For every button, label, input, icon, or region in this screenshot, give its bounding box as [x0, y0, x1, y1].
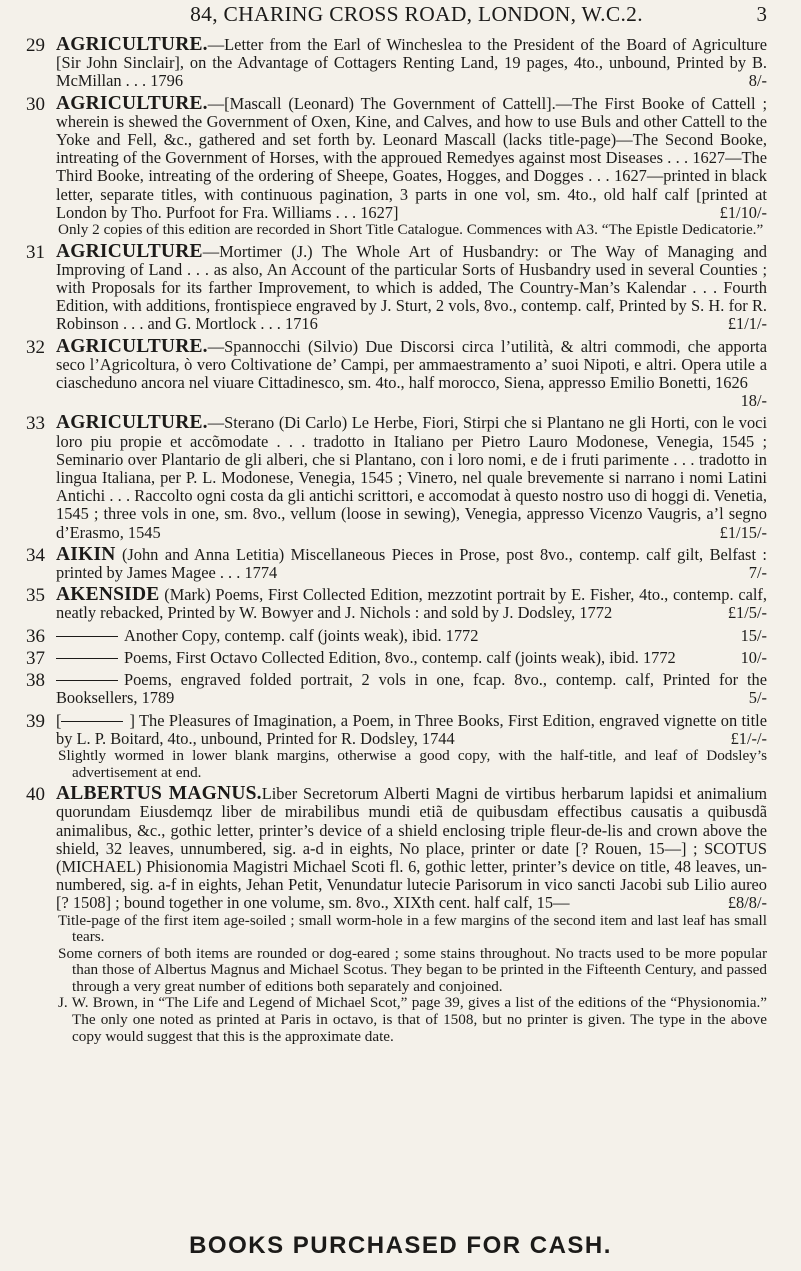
entry-note: Some corners of both items are rounded or dog-eared ; some stains throughout. No tracts used to be more popular than those of Albertus Magnus and Michael Scotus. They began to be printed in the Fifteenth Century, and passed through a very great number of editions both separately and conjoined. — [58, 944, 767, 995]
entry-description: Liber Secretorum Alberti Magni de virtibus herbarum lapidsi et animalium quorundam Eiusdemqz liber de mirabilibus mundi etiã de quibusdam effectibus causatis a quibusdã animalibus, &c., gothic letter, printer’s device of a shield enclosing triple fleur-de-lis and crown above the shield, 32 leaves, unnumbered, sig. a-d in eights, No place, printer or date [? Rouen, 15—] ; SCOTUS (MICHAEL) Phisionomia Magistri Michael Scoti fl. 6, gothic letter, printer’s device on title, 48 leaves, un-numbered, sig. a-f in eights, Jehan Petit, Venundatur lutecie Parisorum in vico sancti Jacobi sub Lilio aureo [? 1508] ; bound together in one volume, sm. 8vo., XIXth cent. half calf, 15— — [56, 784, 767, 913]
entry-description: Poems, engraved folded portrait, 2 vols in one, fcap. 8vo., contemp. calf, Printed for the Booksellers, 1789 — [56, 670, 767, 708]
ditto-rule — [56, 680, 118, 681]
entry-body — [56, 335, 767, 411]
entry-number: 40 — [26, 784, 45, 806]
entry-description: —[Mascall (Leonard) The Government of Cattell].—The First Booke of Cattell ; wherein is shewed the Government of Oxen, Kine, and Calves, and how to use Buls and other Cattell to the Yoke and Fell, &c., gathered and set forth by. Leonard Mascall (lacks title-page)—The Second Booke, intreating of the Government of Horses, with the approued Remedyes against most Diseases . . . 1627—The Third Booke, intreating of the ordering of Sheepe, Goates, Hogges, and Dogges . . . 1627—printed in black letter, separate titles, with continuous pagination, 3 parts in one vol, sm. 4to., old half calf [printed at London by Tho. Purfoot for Fra. Williams . . . 1627] — [56, 93, 767, 222]
entry-heading: AGRICULTURE. — [56, 34, 208, 55]
entry-price: 10/- — [740, 647, 767, 667]
footer-notice: BOOKS PURCHASED FOR CASH. — [189, 1232, 612, 1259]
entry-price: £8/8/- — [727, 893, 767, 913]
entry-price: 18/- — [740, 391, 767, 411]
catalogue-entry — [26, 414, 767, 541]
entry-heading: AGRICULTURE — [56, 240, 203, 262]
entry-number: 39 — [26, 710, 45, 732]
running-head — [26, 2, 767, 36]
catalogue-entry — [26, 586, 767, 622]
entry-body — [56, 543, 767, 583]
entry-heading: [ — [56, 710, 62, 730]
catalogue-entry — [26, 785, 767, 1045]
entry-number: 37 — [26, 647, 45, 669]
entry-body — [56, 240, 767, 334]
entry-body — [56, 649, 767, 667]
entry-body — [56, 627, 767, 645]
entry-body — [56, 414, 767, 541]
catalogue-entries — [26, 36, 767, 1045]
entry-heading: AIKIN — [56, 543, 116, 565]
entry-number: 38 — [26, 670, 45, 692]
entry-heading: AGRICULTURE. — [56, 412, 208, 434]
entry-note: Only 2 copies of this edition are recorded in Short Title Catalogue. Commences with A3. “The Epistle Dedicatorie.” — [58, 221, 764, 239]
entry-price: £1/10/- — [719, 202, 767, 222]
entry-price: £1/5/- — [727, 603, 767, 623]
entry-body — [56, 92, 767, 222]
entry-description: —Sterano (Di Carlo) Le Herbe, Fiori, Stirpi che si Plantano ne gli Horti, con le voci loro piu propie et accõmodate . . . tradotto in Italiano per Pietro Lauro Modonese, Venegia, 1545 ; Seminario over Plantario de gli alberi, che si Plantano, con i loro nomi, e de i fruti parimente . . . tradotto in lingua Italiana, per P. L. Modonese, Venegia, 1545 ; Vinето, nel quale brevemente si narrano i nomi Latini Antichi . . . Raccolto ogni costa da gli antichi scrittori, e accomodat à questo nostro uso di hoggi di. Venetia, 1545 ; three vols in one, sm. 8vo., vellum (loose in sewing), Venegia, appresso Vicenzo Vaugris, a’l segno d’Erasmo, 1545 — [56, 413, 767, 542]
entry-number: 35 — [26, 585, 45, 607]
catalogue-entry — [26, 712, 767, 782]
catalogue-entry — [26, 627, 767, 645]
catalogue-entry — [26, 543, 767, 583]
entry-price: £1/-/- — [730, 728, 767, 748]
entry-price: 15/- — [740, 625, 767, 645]
entry-body — [56, 36, 767, 91]
entry-number: 34 — [26, 544, 45, 566]
entry-heading: AGRICULTURE. — [56, 335, 208, 357]
entry-heading: AKENSIDE — [56, 584, 160, 606]
entry-number: 32 — [26, 336, 45, 358]
catalogue-entry — [26, 671, 767, 707]
entry-price: 5/- — [748, 688, 767, 708]
ditto-rule — [56, 636, 118, 637]
entry-body — [56, 712, 767, 748]
entry-number: 30 — [26, 93, 45, 115]
entry-description: (John and Anna Letitia) Miscellaneous Pieces in Prose, post 8vo., contemp. calf gilt, Belfast : printed by James Magee . . . 1774 — [56, 544, 767, 583]
entry-body — [56, 671, 767, 707]
entry-description: Another Copy, contemp. calf (joints weak), ibid. 1772 — [124, 625, 479, 645]
entry-price: 8/- — [748, 71, 767, 91]
entry-description: ] The Pleasures of Imagination, a Poem, in Three Books, First Edition, engraved vignette on title by L. P. Boitard, 4to., unbound, Printed for R. Dodsley, 1744 — [56, 710, 767, 748]
entry-description: Poems, First Octavo Collected Edition, 8vo., contemp. calf (joints weak), ibid. 1772 — [124, 647, 676, 667]
page-header-address: 84, CHARING CROSS ROAD, LONDON, W.C.2. — [190, 2, 643, 26]
entry-price: £1/1/- — [727, 314, 767, 334]
catalogue-entry — [26, 335, 767, 411]
ditto-rule — [56, 658, 118, 659]
page-number: 3 — [756, 2, 767, 26]
entry-number: 33 — [26, 413, 45, 435]
entry-heading: AGRICULTURE. — [56, 92, 208, 114]
catalogue-entry — [26, 92, 767, 239]
entry-number: 31 — [26, 241, 45, 263]
entry-price: 7/- — [748, 563, 767, 583]
entry-number: 29 — [26, 35, 45, 56]
catalogue-entry — [26, 240, 767, 334]
entry-note: J. W. Brown, in “The Life and Legend of Michael Scot,” page 39, gives a list of the editions of the “Physionomia.” The only one noted as printed at Paris in octavo, is that of 1508, but no printer is given. The type in the above copy would suggest that this is the approximate date. — [58, 994, 767, 1045]
entry-body — [56, 785, 767, 912]
catalogue-entry — [26, 649, 767, 667]
entry-description: —Mortimer (J.) The Whole Art of Husbandry: or The Way of Managing and Improving of Land . . . as also, An Account of the particular Sorts of Husbandry used in several Counties ; with Proposals for its farther Improvement, to which is added, The Country-Man’s Kalendar . . . Fourth Edition, with additions, frontispiece engraved by J. Sturt, 2 vols, 8vo., contemp. calf, Printed by S. H. for R. Robinson . . . and G. Mortlock . . . 1716 — [56, 241, 767, 334]
entry-description: —Spannocchi (Silvio) Due Discorsi circa l’utilità, & altri commodi, che apporta seco l’Agricoltura, ò vero Coltivatione de’ Campi, per ammaestramento a’ suoi Nipoti, e altri. Opera utile a ciascheduno ancora nel viuare Cittadinesco, sm. 4to., half morocco, Siena, appresso Emilio Bonetti, 1626 — [56, 336, 767, 393]
entry-note: Title-page of the first item age-soiled ; small worm-hole in a few margins of the second item and last leaf has small tears. — [58, 911, 767, 946]
catalogue-entry — [26, 36, 767, 91]
entry-heading: ALBERTUS MAGNUS. — [56, 783, 262, 805]
entry-price: £1/15/- — [719, 522, 767, 542]
entry-body — [56, 586, 767, 622]
entry-number: 36 — [26, 625, 45, 647]
ditto-rule — [61, 721, 123, 722]
entry-description: (Mark) Poems, First Collected Edition, mezzotint portrait by E. Fisher, 4to., contemp. calf, neatly rebacked, Printed by W. Bowyer and J. Nichols : and sold by J. Dodsley, 1772 — [56, 585, 767, 623]
entry-description: —Letter from the Earl of Wincheslea to the President of the Board of Agriculture [Sir John Sinclair], on the Advantage of Cottagers Renting Land, 19 pages, 4to., unbound, Printed by B. McMillan . . . 1796 — [56, 35, 767, 91]
entry-note: Slightly wormed in lower blank margins, otherwise a good copy, with the half-title, and leaf of Dodsley’s advertisement at end. — [58, 746, 767, 781]
